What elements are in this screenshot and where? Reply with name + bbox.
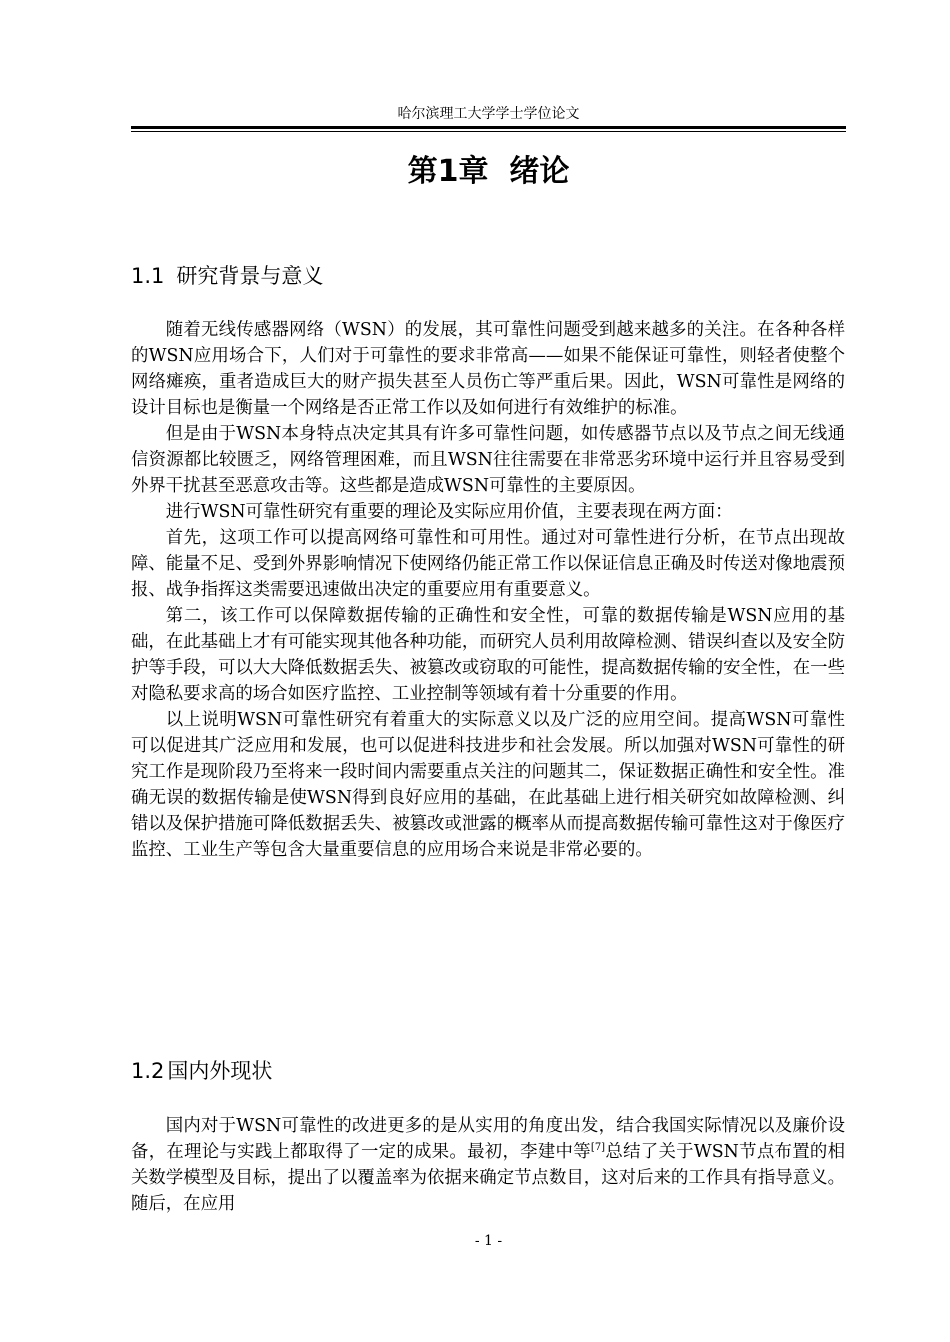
section-title: 研究背景与意义: [176, 264, 324, 288]
section-number: 1.2: [131, 1059, 165, 1083]
paragraph-text: 国内对于WSN可靠性的改进更多的是从实用的角度出发，结合我国实际情况以及廉价设备，在理论与实践上都取得了一定的成果。最初，李建中等: [131, 1116, 845, 1162]
chapter-title: 第1章 绪论: [407, 154, 570, 189]
header-rule-thick: [131, 126, 846, 129]
paragraph: 以上说明WSN可靠性研究有着重大的实际意义以及广泛的应用空间。提高WSN可靠性可以促进其广泛应用和发展，也可以促进科技进步和社会发展。所以加强对WSN可靠性的研究工作是现阶段乃至将来一段时间内需要重点关注的问题其二，保证数据正确性和安全性。准确无误的数据传输是使WSN得到良好应用的基础，在此基础上进行相关研究如故障检测、纠错以及保护措施可降低数据丢失、被篡改或泄露的概率从而提高数据传输可靠性这对于像医疗监控、工业生产等包含大量重要信息的应用场合来说是非常必要的。: [131, 710, 845, 860]
section-title: 国内外现状: [167, 1059, 273, 1083]
section-heading-1-2: [131, 1057, 846, 1085]
section-heading-1-1: [131, 262, 846, 290]
paragraph: 进行WSN可靠性研究有重要的理论及实际应用价值，主要表现在两方面：: [165, 502, 733, 522]
citation-marker: [7]: [590, 1142, 606, 1153]
running-header: 哈尔滨理工大学学士学位论文: [397, 106, 580, 122]
paragraph: 第二，该工作可以保障数据传输的正确性和安全性，可靠的数据传输是WSN应用的基础，在此基础上才有可能实现其他各种功能，而研究人员利用故障检测、错误纠查以及安全防护等手段，可以大大降低数据丢失、被篡改或窃取的可能性，提高数据传输的安全性，在一些对隐私要求高的场合如医疗监控、工业控制等领域有着十分重要的作用。: [131, 606, 845, 704]
section-1-1-body: [131, 317, 845, 863]
paragraph: 随着无线传感器网络（WSN）的发展，其可靠性问题受到越来越多的关注。在各种各样的WSN应用场合下，人们对于可靠性的要求非常高——如果不能保证可靠性，则轻者使整个网络瘫痪，重者造成巨大的财产损失甚至人员伤亡等严重后果。因此，WSN可靠性是网络的设计目标也是衡量一个网络是否正常工作以及如何进行有效维护的标准。: [131, 320, 845, 418]
paragraph-text: 总结了关于WSN节点布置的相关数学模型及目标，提出了以覆盖率为依据来确定节点数目，这对后来的工作具有指导意义。随后，在应用: [131, 1142, 845, 1214]
header-rule-thin: [131, 131, 846, 132]
section-1-2-body: [131, 1113, 845, 1217]
page-number: - 1 -: [474, 1233, 503, 1249]
paragraph: 但是由于WSN本身特点决定其具有许多可靠性问题，如传感器节点以及节点之间无线通信资源都比较匮乏，网络管理困难，而且WSN往往需要在非常恶劣环境中运行并且容易受到外界干扰甚至恶意攻击等。这些都是造成WSN可靠性的主要原因。: [131, 424, 845, 496]
section-number: 1.1: [131, 264, 165, 288]
paragraph: 首先，这项工作可以提高网络可靠性和可用性。通过对可靠性进行分析，在节点出现故障、能量不足、受到外界影响情况下使网络仍能正常工作以保证信息正确及时传送对像地震预报、战争指挥这类需要迅速做出决定的重要应用有重要意义。: [131, 528, 845, 600]
paragraph: [131, 1113, 845, 1217]
